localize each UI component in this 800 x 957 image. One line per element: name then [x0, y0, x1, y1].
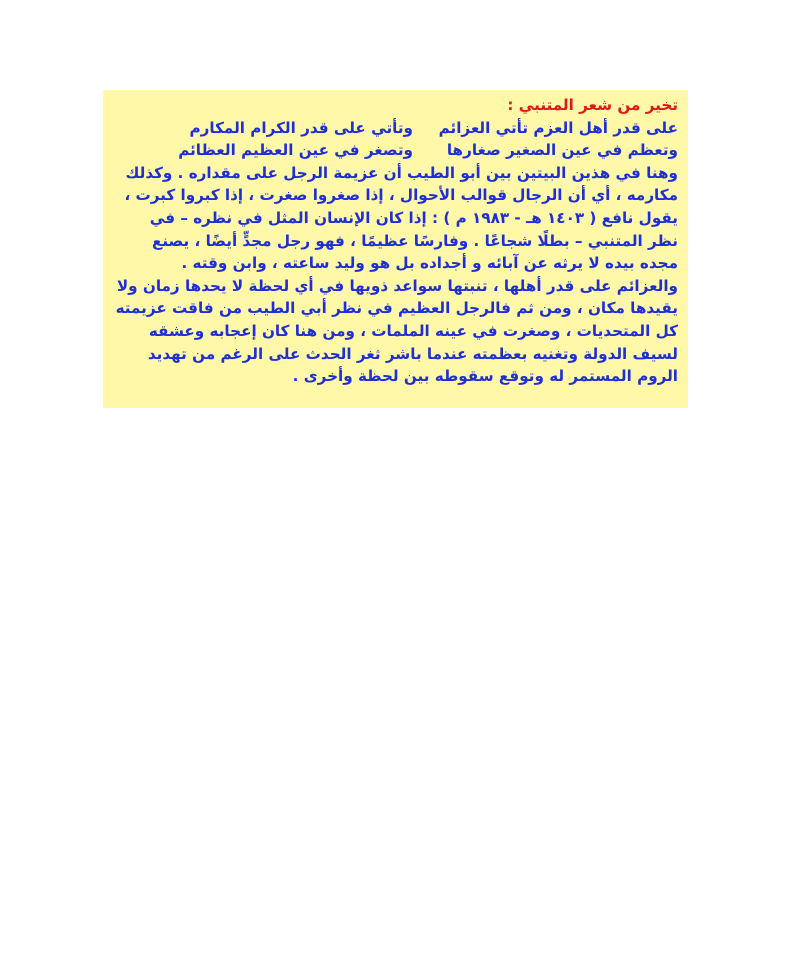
verse-second-hemistich: وتصغر في عين العظيم العظائم — [178, 141, 413, 160]
verse-first-hemistich: على قدر أهل العزم تأتي العزائم — [438, 118, 678, 137]
highlighted-text-box — [103, 90, 688, 408]
verse-second-hemistich: وتأتي على قدر الكرام المكارم — [189, 118, 413, 137]
verse-first-hemistich: وتعظم في عين الصغير صغارها — [446, 141, 678, 160]
poem-verse — [115, 117, 678, 140]
section-heading: تخير من شعر المتنبي : — [507, 96, 678, 114]
commentary-paragraph: وهنا في هذين البيتين بين أبو الطيب أن عزيمة الرجل على مقداره . وكذلك مكارمه ، أي أن الرجال قوالب الأحوال ، إذا صغروا صغرت ، إذا كبروا كبرت ، يقول نافع ( ١٤٠٣ هـ - ١٩٨٣ م ) : إذا كان الإنسان المثل في نظره – في نظر المتنبي – بطلًا شجاعًا . وفارسًا عظيمًا ، فهو رجل مجدٍّ أيضًا ، يصنع مجده بيده لا يرثه عن آبائه و أجداده بل هو وليد ساعته ، وابن وقته . — [124, 163, 678, 273]
poem-verse — [115, 139, 678, 162]
commentary-paragraph: والعزائم على قدر أهلها ، تنبتها سواعد ذويها في أي لحظة لا يحدها زمان ولا يقيدها مكان ، ومن ثم فالرجل العظيم في نظر أبي الطيب من فاقت عزيمته كل المتحديات ، وصغرت في عينه الملمات ، ومن هنا كان إعجابه وعشقه لسيف الدولة وتغنيه بعظمته عندما باشر ثغر الحدث على الرغم من تهديد الروم المستمر له وتوقع سقوطه بين لحظة وأخرى . — [115, 276, 678, 386]
